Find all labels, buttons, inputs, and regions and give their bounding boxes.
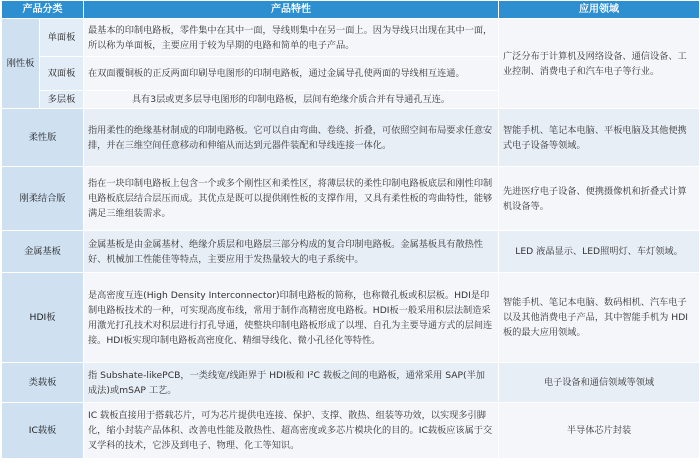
feature-metal: 金属基板是由金属基材、绝缘介质层和电路层三部分构成的复合印制电路板。金属基板具有散热性好、机械加工性能佳等特点，主要应用于发热量较大的电子系统中。 bbox=[84, 231, 499, 273]
header-category: 产品分类 bbox=[2, 1, 84, 19]
pcb-classification-table bbox=[1, 0, 700, 459]
table-header-row bbox=[2, 1, 700, 19]
feature-single: 最基本的印制电路板，零件集中在其中一面，导线则集中在另一面上。因为导线只出现在其中一面，所以称为单面板，主要应用于较为早期的电路和简单的电子产品。 bbox=[84, 19, 499, 57]
category-hdi: HDI板 bbox=[2, 273, 84, 363]
application-hdi: 智能手机、笔记本电脑、数码相机、汽车电子以及其他消费电子产品，其中智能手机为 HDI 板的最大应用领域。 bbox=[499, 273, 700, 363]
category-flex: 柔性版 bbox=[2, 109, 84, 167]
application-metal: LED 液晶显示、LED照明灯、车灯领域。 bbox=[499, 231, 700, 273]
table-row bbox=[2, 109, 700, 167]
table-row bbox=[2, 403, 700, 459]
table-row bbox=[2, 273, 700, 363]
feature-hdi: 是高密度互连(High Density Interconnector)印制电路板的简称，也称微孔板或积层板。HDI是印制电路板技术的一种，可实现高度布线，常用于制作高精密度电路板。HDI板一般采用积层法制造采用激光打孔技术对积层进行打孔导通，使整块印制电路板形成了以埋、自孔为主要导通方式的层间连接。HDI板实现印制电路板高密度化、精细导线化、微小孔径化等特性。 bbox=[84, 273, 499, 363]
subcategory-single: 单面板 bbox=[40, 19, 84, 57]
header-feature: 产品特性 bbox=[84, 1, 499, 19]
application-ic: 半导体芯片封装 bbox=[499, 403, 700, 459]
category-metal: 金属基板 bbox=[2, 231, 84, 273]
table-row bbox=[2, 19, 700, 57]
application-slp: 电子设备和通信领域等领域 bbox=[499, 363, 700, 403]
category-rigid: 刚性板 bbox=[2, 19, 40, 109]
category-rigidflex: 刚柔结合版 bbox=[2, 167, 84, 231]
application-flex: 智能手机、笔记本电脑、平板电脑及其他便携式电子设备等领域。 bbox=[499, 109, 700, 167]
category-slp: 类载板 bbox=[2, 363, 84, 403]
feature-ic: IC 载板直接用于搭载芯片，可为芯片提供电连接、保护、支撑、散热、组装等功效，以实现多引脚化，缩小封装产品体积、改善电性能及散热性、超高密度或多芯片模块化的目的。IC载板应该属于交叉学科的技术，它涉及到电子、物理、化工等知识。 bbox=[84, 403, 499, 459]
feature-multi: 具有3层或更多层导电图形的印制电路板，层间有绝缘介质合并有导通孔互连。 bbox=[84, 91, 499, 109]
table-row bbox=[2, 363, 700, 403]
application-rigid: 广泛分布于计算机及网络设备、通信设备、工业控制、消费电子和汽车电子等行业。 bbox=[499, 19, 700, 109]
feature-rigidflex: 指在一块印制电路板上包含一个或多个刚性区和柔性区，将薄层状的柔性印制电路板底层和刚性印制电路板底层结合层压而成。其优点是既可以提供刚性板的支撑作用，又具有柔性板的弯曲特性，能够满足三维组装需求。 bbox=[84, 167, 499, 231]
subcategory-double: 双面板 bbox=[40, 57, 84, 91]
category-ic: IC载板 bbox=[2, 403, 84, 459]
subcategory-multi: 多层板 bbox=[40, 91, 84, 109]
feature-flex: 指用柔性的绝缘基材制成的印制电路板。它可以自由弯曲、卷绕、折叠，可依照空间布局要求任意安排，并在三维空间任意移动和伸缩从而达到元器件装配和导线连接一体化。 bbox=[84, 109, 499, 167]
feature-double: 在双面覆铜板的正反两面印刷导电图形的印制电路板，通过金属导孔使两面的导线相互连通。 bbox=[84, 57, 499, 91]
table-row bbox=[2, 231, 700, 273]
table-row bbox=[2, 167, 700, 231]
header-application: 应用领域 bbox=[499, 1, 700, 19]
application-rigidflex: 先进医疗电子设备、便携摄像机和折叠式计算机设备等。 bbox=[499, 167, 700, 231]
feature-slp: 指 Subshate-likePCB，一类线宽/线距界于 HDI板和 I²C 载板之间的电路板，通常采用 SAP(半加成法)或mSAP 工艺。 bbox=[84, 363, 499, 403]
